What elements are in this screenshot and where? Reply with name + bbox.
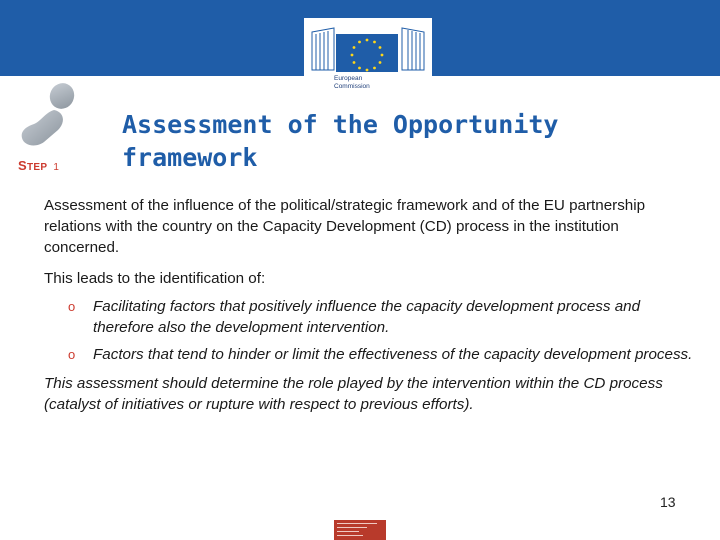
slide-body xyxy=(44,195,694,415)
intro-paragraph: Assessment of the influence of the political/strategic framework and of the EU partnership relations with the country on the Capacity Development (CD) process in the institution concerned. xyxy=(44,197,646,256)
list-item-text: Facilitating factors that positively influence the capacity development process and therefore also the development intervention. xyxy=(93,298,641,336)
list-item xyxy=(44,344,694,365)
factor-list xyxy=(44,296,694,365)
list-item-text: Factors that tend to hinder or limit the effectiveness of the capacity development process. xyxy=(93,346,693,363)
conclusion-paragraph: This assessment should determine the role played by the intervention within the CD process (catalyst of initiatives or rupture with respect to previous efforts). xyxy=(44,375,663,413)
footprint-icon xyxy=(18,82,82,152)
commission-logo-text: European Commission xyxy=(334,75,370,90)
lead-paragraph: This leads to the identification of: xyxy=(44,270,266,287)
footer-logo xyxy=(334,520,386,540)
step-label-initial: S xyxy=(18,158,27,173)
slide-title: Assessment of the Opportunity framework xyxy=(122,110,559,172)
bullet-marker: o xyxy=(68,299,76,314)
step-label xyxy=(18,158,59,173)
bullet-marker: o xyxy=(68,347,76,362)
commission-building-icon xyxy=(304,18,432,76)
step-label-rest: TEP xyxy=(26,162,48,173)
step-number: 1 xyxy=(53,162,60,173)
list-item xyxy=(44,296,694,338)
page-number: 13 xyxy=(660,494,676,510)
